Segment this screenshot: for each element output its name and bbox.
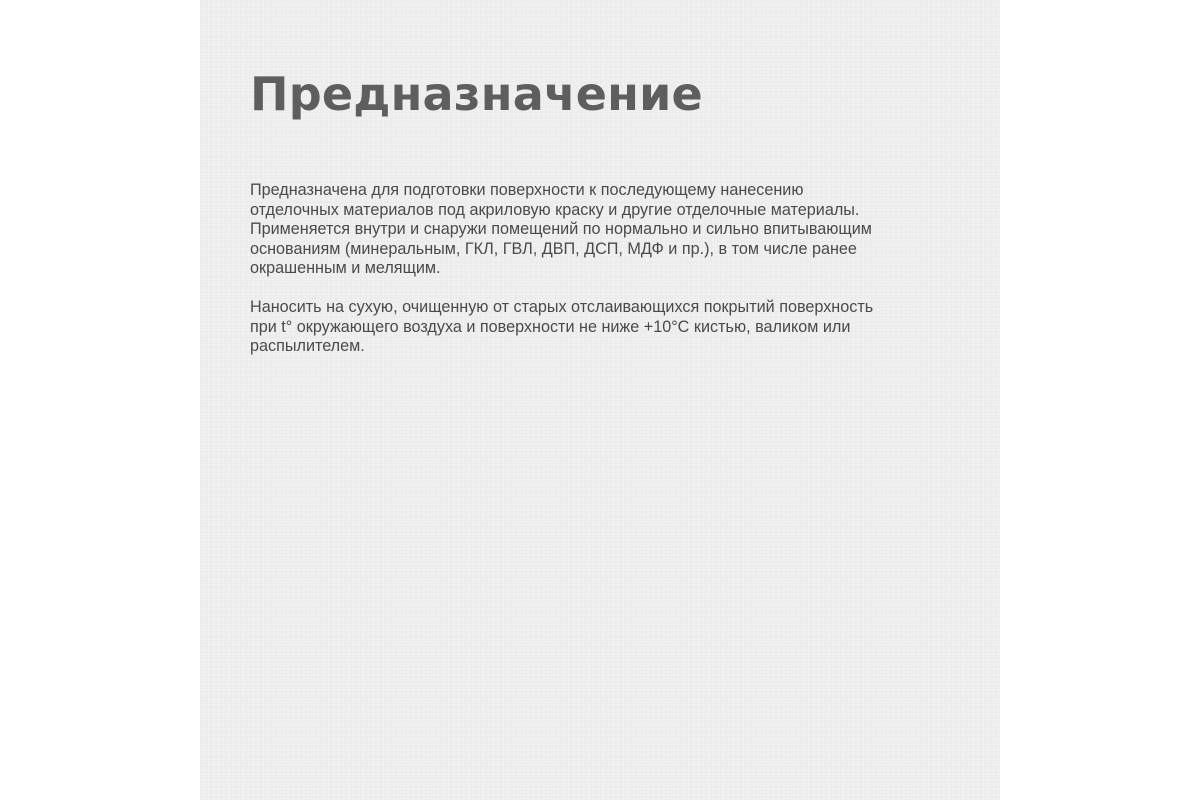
page-title: Предназначение — [250, 67, 703, 121]
text-line: Применяется внутри и снаружи помещений по нормально и сильно впитывающим — [250, 220, 872, 238]
text-line: при t° окружающего воздуха и поверхности не ниже +10°C кистью, валиком или — [250, 317, 851, 336]
text-line: отделочных материалов под акриловую краску и другие отделочные материалы. — [250, 200, 860, 219]
text-line: Наносить на сухую, очищенную от старых отслаивающихся покрытий поверхность — [250, 298, 874, 316]
text-line: окрашенным и мелящим. — [250, 259, 441, 277]
description-body — [250, 181, 978, 376]
application-paragraph — [250, 298, 978, 357]
text-line: Предназначена для подготовки поверхности к последующему нанесению — [250, 181, 804, 199]
description-card — [200, 0, 1000, 800]
text-line: распылителем. — [250, 337, 365, 355]
text-line: основаниям (минеральным, ГКЛ, ГВЛ, ДВП, ДСП, МДФ и пр.), в том числе ранее — [250, 239, 857, 258]
purpose-paragraph — [250, 181, 978, 279]
